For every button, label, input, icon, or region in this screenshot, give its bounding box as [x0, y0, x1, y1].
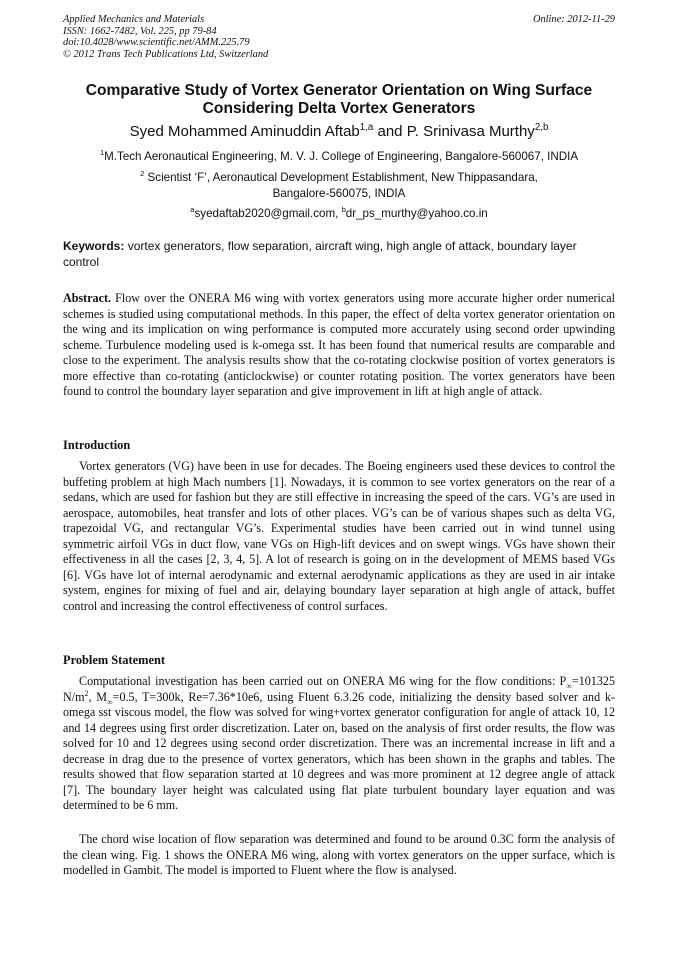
introduction-paragraph: Vortex generators (VG) have been in use for decades. The Boeing engineers used these devices to control the buffeting problem at high Mach numbers [1]. Nowadays, it is common to see vortex generators on the rear of a sedans, which are used for fashion but they are still effective in increasing the speed of the cars. VG’s are used in aerospace, automobiles, heat transfer and lots of other places. VG’s can be of various shapes such as delta VG, trapezoidal VG, and rectangular VG’s. Experimental studies have been carried out in wind tunnel using symmetric airfoil VGs in duct flow, vane VGs on High-lift devices and on swept wings. VGs have shown their effectiveness in all the cases [2, 3, 4, 5]. A lot of research is going on in the development of MEMS based VGs [6]. VGs have lot of internal aerodynamic and external aerodynamic applications as they are used in air intake system, engines for mixing of fuel and air, delaying boundary layer separation at high angle of attack, buffet control and increasing the control effectiveness of control surfaces.	[63, 459, 615, 613]
email-b: dr_ps_murthy@yahoo.co.in	[345, 207, 488, 220]
author-line	[63, 123, 615, 141]
abstract-text: Flow over the ONERA M6 wing with vortex generators using more accurate higher order numerical schemes is studied using computational methods. In this paper, the effect of delta vortex generator orientation on the wing and its implication on wing performance is computed more accurately using second order upwinding scheme. Turbulence modeling used is k-omega sst. It has been found that numerical results are comparable and close to the experiment. The analysis results show that the co-rotating clockwise position of vortex generators is more effective than co-rotating (anticlockwise) or counter rotating position. The vortex generators have been found to control the boundary layer separation and give improvement in lift at high angle of attack.	[63, 291, 615, 399]
affiliation-2-marker: 2	[140, 169, 145, 179]
email-b-marker: b	[341, 205, 346, 215]
affiliation-2-line-2: Bangalore-560075, INDIA	[272, 186, 406, 200]
problem-paragraph-1: Computational investigation has been carried out on ONERA M6 wing for the flow conditions: $P_\infty=101325$ $N/m^2$, $M_\infty=0.5$, T=300k, Re=7.36*10e6, using Fluent 6.3.26 code, initializing the density based solver and k-omega sst viscous model, the flow was solved for wing+vortex generator configuration for angle of attack 10, 12 and 14 degrees using first order discretization. Later on, based on the analysis of first order results, the flow was solved for 10 and 12 degrees using second order discretization. There was an incremental increase in lift and a decrease in drag due to the presence of vortex generators, which has been shown in the graphs and tables. The results showed that flow separation started at 10 degrees and was more prominent at 12 degree angle of attack [7]. The boundary layer height was calculated using flat plate turbulent boundary layer equation and was determined to be 6 mm.	[63, 674, 615, 813]
author-2: P. Srinivasa Murthy	[406, 123, 535, 140]
keywords-text: vortex generators, flow separation, aircraft wing, high angle of attack, boundary layer control	[63, 239, 577, 269]
affiliation-1	[63, 149, 615, 165]
title-line-2: Considering Delta Vortex Generators	[202, 100, 476, 117]
email-a: syedaftab2020@gmail.com,	[194, 207, 342, 220]
issn-line: ISSN: 1662-7482, Vol. 225, pp 79-84	[63, 25, 217, 37]
author-2-marker: 2,b	[534, 122, 549, 133]
affiliation-1-text: M.Tech Aeronautical Engineering, M. V. J. College of Engineering, Bangalore-560067, INDIA	[104, 150, 579, 163]
running-header	[63, 14, 615, 60]
problem-paragraph-2: The chord wise location of flow separation was determined and found to be around 0.3C form the analysis of the clean wing. Fig. 1 shows the ONERA M6 wing, along with vortex generators on the upper surface, which is modelled in Gambit. The model is imported to Fluent where the flow is analysed.	[63, 832, 615, 878]
keywords	[63, 239, 615, 270]
email-a-marker: a	[190, 205, 195, 215]
author-and: and	[373, 123, 407, 140]
abstract-label: Abstract.	[63, 291, 112, 305]
author-1-marker: 1,a	[359, 122, 374, 133]
affiliation-1-marker: 1	[99, 148, 105, 158]
author-1: Syed Mohammed Aminuddin Aftab	[129, 123, 360, 140]
abstract	[63, 291, 615, 400]
paper-title	[63, 82, 615, 118]
title-line-1: Comparative Study of Vortex Generator Orientation on Wing Surface	[85, 82, 593, 99]
doi-line: doi:10.4028/www.scientific.net/AMM.225.79	[63, 37, 250, 49]
copyright-line: © 2012 Trans Tech Publications Ltd, Switzerland	[63, 48, 269, 60]
email-line	[63, 206, 615, 222]
keywords-label: Keywords:	[63, 239, 125, 253]
online-date: Online: 2012-11-29	[532, 14, 615, 25]
journal-name: Applied Mechanics and Materials	[63, 14, 205, 25]
affiliation-2	[63, 170, 615, 201]
section-heading-introduction: Introduction	[63, 438, 131, 452]
section-heading-problem-statement: Problem Statement	[63, 653, 165, 667]
affiliation-2-line-1: Scientist ‘F’, Aeronautical Development Establishment, New Thippasandara,	[144, 171, 538, 184]
